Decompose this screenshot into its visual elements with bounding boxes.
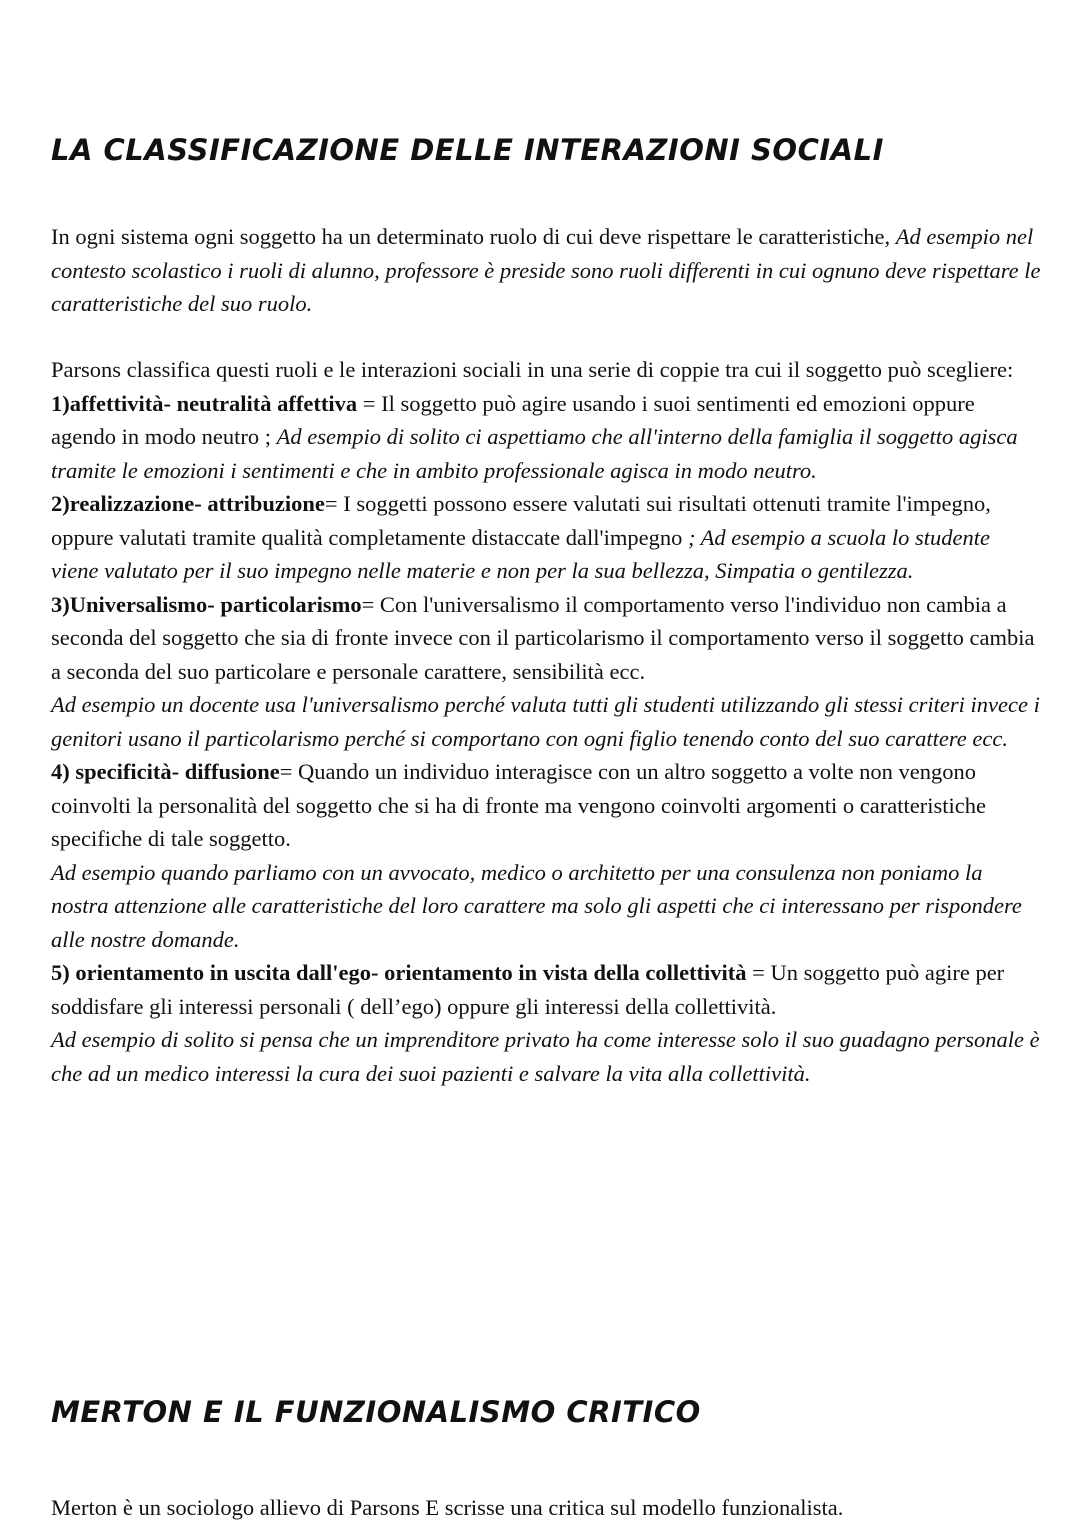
merton-intro: Merton è un sociologo allievo di Parsons E scrisse una critica sul modello funzionalista. — [51, 1495, 844, 1520]
item-term: 5) orientamento in uscita dall'ego- orientamento in vista della collettività — [51, 960, 753, 985]
section-title-classificazione: LA CLASSIFICAZIONE DELLE INTERAZIONI SOCIALI — [51, 133, 884, 167]
merton-paragraph — [51, 1491, 1041, 1525]
parsons-lead: Parsons classifica questi ruoli e le interazioni sociali in una serie di coppie tra cui il soggetto può scegliere: — [51, 357, 1014, 382]
intro-example: Ad esempio nel contesto scolastico i ruoli di alunno, professore è preside sono ruoli differenti in cui ognuno deve rispettare le caratteristiche del suo ruolo. — [51, 224, 1041, 316]
item-definition: = Un soggetto può agire per soddisfare gli interessi personali ( dell’ego) oppure gli interessi della collettività. — [51, 960, 1005, 1019]
item-term: 2)realizzazione- attribuzione — [51, 491, 325, 516]
item-term: 3)Universalismo- particolarismo — [51, 591, 362, 617]
intro-text: In ogni sistema ogni soggetto ha un determinato ruolo di cui deve rispettare le caratteristiche, — [51, 224, 896, 249]
intro-paragraph — [51, 220, 1041, 321]
list-item-affettivita — [51, 387, 1041, 488]
item-example: Ad esempio un docente usa l'universalismo perché valuta tutti gli studenti utilizzando gli stessi criteri invece i genitori usano il particolarismo perché si comportano con ogni figlio tenendo conto del suo carattere ecc. — [51, 692, 1040, 751]
list-item-universalismo — [51, 588, 1041, 756]
list-item-specificita — [51, 755, 1041, 956]
item-example: Ad esempio quando parliamo con un avvocato, medico o architetto per una consulenza non poniamo la nostra attenzione alle caratteristiche del loro carattere ma solo gli aspetti che ci interessano per rispondere alle nostre domande. — [51, 859, 1022, 952]
item-term: 1)affettività- neutralità affettiva — [51, 390, 363, 416]
item-example: Ad esempio di solito ci aspettiamo che all'interno della famiglia il soggetto agisca tramite le emozioni i sentimenti e che in ambito professionale agisca in modo neutro. — [51, 424, 1018, 483]
section-title-merton: MERTON E IL FUNZIONALISMO CRITICO — [51, 1395, 701, 1429]
item-definition: = Con l'universalismo il comportamento verso l'individuo non cambia a seconda del soggetto che sia di fronte invece con il particolarismo il comportamento verso il soggetto cambia a seconda del suo particolare e personale carattere, sensibilità ecc. — [51, 591, 1035, 684]
item-definition: = Quando un individuo interagisce con un altro soggetto a volte non vengono coinvolti la personalità del soggetto che si ha di fronte ma vengono coinvolti argomenti o caratteristiche specifiche di tale soggetto. — [51, 759, 986, 851]
item-definition: = I soggetti possono essere valutati sui risultati ottenuti tramite l'impegno, oppure valutati tramite qualità completamente distaccate dall'impegno — [51, 491, 991, 550]
item-definition: = Il soggetto può agire usando i suoi sentimenti ed emozioni oppure agendo in modo neutro ; — [51, 390, 975, 449]
item-term: 4) specificità- diffusione — [51, 759, 280, 784]
list-item-orientamento — [51, 956, 1041, 1090]
parsons-classification — [51, 353, 1041, 1090]
item-example: Ad esempio di solito si pensa che un imprenditore privato ha come interesse solo il suo guadagno personale è che ad un medico interessi la cura dei suoi pazienti e salvare la vita alla collettività. — [51, 1027, 1040, 1086]
list-item-realizzazione — [51, 487, 1041, 588]
item-example: ; Ad esempio a scuola lo studente viene valutato per il suo impegno nelle materie e non per la sua bellezza, Simpatia o gentilezza. — [51, 524, 990, 583]
